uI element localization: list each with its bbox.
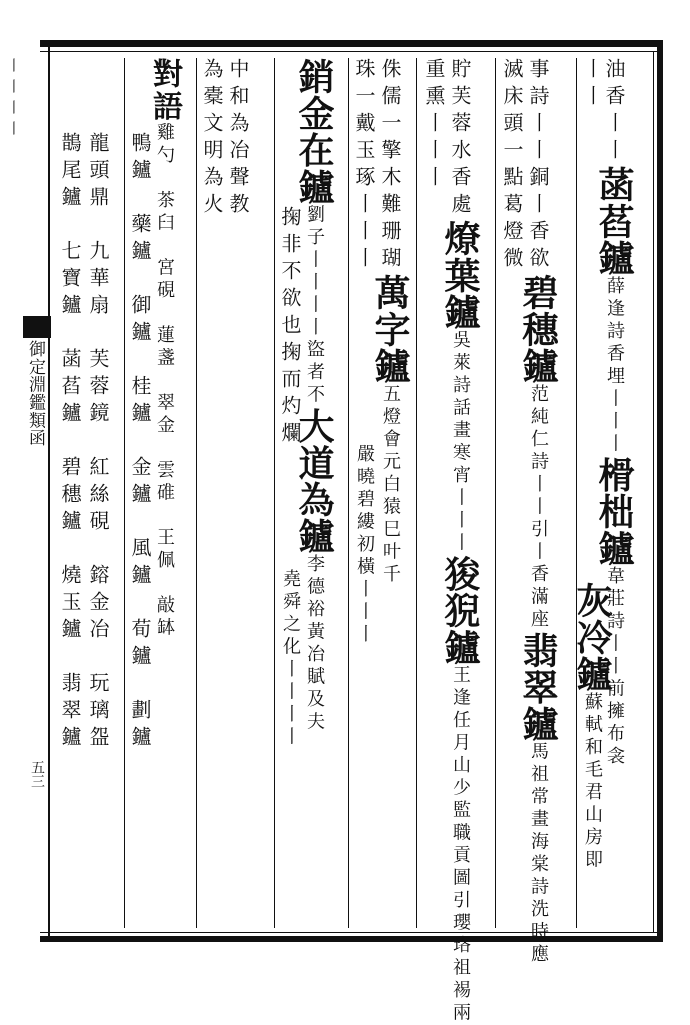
frame-inner-top-rule: [40, 51, 657, 52]
column-text: 為橐文明為火: [200, 58, 224, 220]
column-text: 中和為冶聲教: [226, 58, 250, 220]
entry-heading: 狻猊鑪: [439, 555, 481, 666]
frame-inner-right-rule: [653, 51, 654, 932]
column-rule: [416, 58, 417, 928]
column-text: 珠一戴玉琢丨丨丨: [352, 58, 376, 274]
entry-heading: 碧穗鑪: [517, 274, 559, 385]
margin-ticks: 丨丨丨丨: [5, 58, 21, 142]
column-text: 油香丨丨: [602, 58, 626, 166]
entry-heading: 大道為鑪: [293, 407, 335, 555]
entry-heading: 翡翠鑪: [517, 631, 559, 742]
entry-note: 蘇軾和毛君山房即: [582, 692, 603, 873]
frame-inner-bottom-rule: [40, 932, 657, 933]
text-column-11: [224, 58, 252, 928]
entry-heading: 燎葉鑪: [439, 220, 481, 331]
couplet-list: 鵲尾鑪 七寶鑪 菡萏鑪 碧穗鑪 燒玉鑪 翡翠鑪: [58, 132, 82, 753]
text-column-6: [420, 58, 448, 928]
column-text: 侏儒一擎木難珊瑚: [378, 58, 402, 274]
column-rule: [576, 58, 577, 928]
entry-note: 李德裕黃冶賦及夫: [304, 554, 325, 735]
couplet-list: 龍頭鼎 九華扇 芙蓉鏡 紅絲硯 鎔金冶 玩璃盌: [86, 132, 110, 753]
entry-note: 范純仁詩丨丨引丨香滿座: [528, 384, 549, 632]
text-column-8: [350, 58, 378, 928]
fish-tail-mark: [23, 316, 51, 338]
entry-heading: 榾柮鑪: [593, 456, 635, 567]
column-text: 貯芙蓉水香處: [448, 58, 472, 220]
entry-heading: 銷金在鑪: [293, 58, 335, 205]
column-text: 掬非不欲也掬而灼爛: [278, 206, 302, 449]
text-column-15: [84, 58, 112, 928]
text-column-16: [56, 58, 84, 928]
entry-note: 五燈會元白猿巳叶千: [380, 384, 401, 587]
entry-note: 堯舜之化丨丨丨丨: [280, 569, 301, 749]
text-column-13: [147, 58, 182, 928]
column-text: 滅床頭一點葛燈微: [500, 58, 524, 274]
entry-note: 劉子丨丨丨丨盜者不: [304, 204, 325, 408]
entry-note: 韋莊詩丨丨前擁布衾: [604, 566, 625, 769]
text-column-10: [276, 58, 304, 928]
entry-heading: 灰冷鑪: [571, 582, 613, 693]
text-column-9: [293, 58, 335, 928]
entry-note: 吳萊詩話畫寒宵丨丨丨: [450, 330, 471, 556]
entry-heading: 菡萏鑪: [593, 166, 635, 277]
column-rule: [274, 58, 275, 928]
couplet-list: 鴨鑪 藥鑪 御鑪 桂鑪 金鑪 風鑪 荀鑪 劃鑪: [128, 132, 152, 753]
column-text: 重熏丨丨丨: [422, 58, 446, 193]
text-column-12: [198, 58, 226, 928]
section-heading: 對語: [147, 58, 182, 123]
text-column-14: [126, 58, 154, 928]
text-column-3: [517, 58, 559, 967]
entry-note: 馬祖常畫海棠詩洗時應: [528, 741, 549, 967]
entry-note: 王逢任月山少監職貢圖引瓔珞祖裼兩: [450, 665, 471, 1025]
margin-page-number: 五三: [29, 760, 45, 788]
column-rule: [495, 58, 496, 928]
entry-heading: 萬字鑪: [369, 274, 411, 385]
column-rule: [196, 58, 197, 928]
margin-book-title: 御定淵鑑類函: [25, 340, 45, 448]
column-rule: [348, 58, 349, 928]
column-text: 事詩丨丨銅丨香欲: [526, 58, 550, 274]
column-rule: [124, 58, 125, 928]
column-text: 丨丨: [580, 58, 604, 112]
text-column-5: [439, 58, 481, 1025]
entry-note: 薛逢詩香埋丨丨丨: [604, 276, 625, 457]
text-column-7: [369, 58, 411, 928]
couplet-list: 雞勺 茶臼 宮硯 蓮盞 翠金 雲碓 王佩 敲缽: [154, 122, 175, 641]
text-column-4: [498, 58, 526, 928]
entry-note: 嚴曉碧縷初橫丨丨丨: [354, 444, 375, 647]
text-column-2: [571, 58, 613, 928]
